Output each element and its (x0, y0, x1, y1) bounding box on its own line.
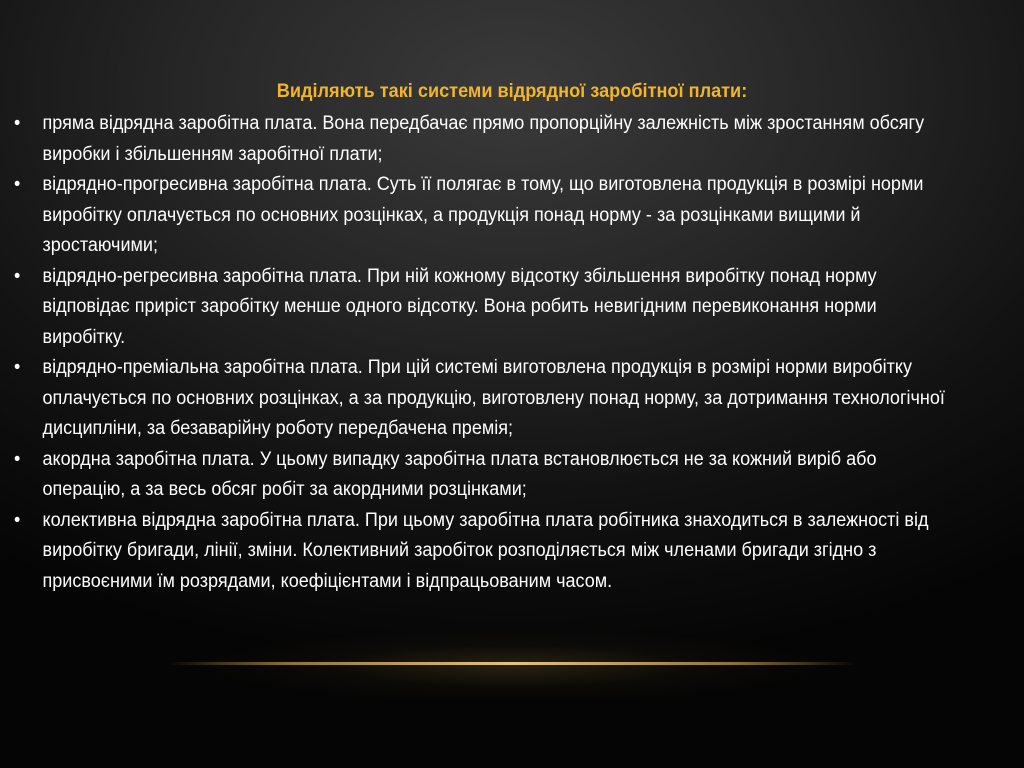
decorative-glow (100, 600, 924, 720)
bullet-item (14, 108, 952, 169)
bullet-marker: • (14, 356, 21, 378)
bullet-marker: • (14, 173, 21, 195)
bullet-text: відрядно-прогресивна заробітна плата. Суть її полягає в тому, що виготовлена продукція в розмірі норми виробітку оплачується по основних розцінках, а продукція понад норму - за розцінками вищими й зростаючими; (42, 173, 924, 256)
bullet-item (14, 444, 952, 505)
bullet-item (14, 505, 952, 597)
decorative-gold-divider (168, 662, 856, 665)
bullet-text: відрядно-преміальна заробітна плата. При цій системі виготовлена продукція в розмірі норми виробітку оплачується по основних розцінках, а за продукцію, виготовлену понад норму, за дотримання технологічної дисципліни, за безаварійну роботу передбачена премія; (42, 356, 945, 439)
bullet-marker: • (14, 112, 21, 134)
bullet-item (14, 169, 952, 261)
bullet-item (14, 261, 952, 353)
bullet-marker: • (14, 508, 21, 531)
bullet-marker: • (14, 264, 21, 287)
bullet-marker: • (14, 447, 21, 470)
slide-heading: Виділяють такі системи відрядної заробітної плати: (276, 80, 748, 102)
bullet-item (14, 352, 952, 444)
bullet-text: відрядно-регресивна заробітна плата. При ній кожному відсотку збільшення виробітку понад норму відповідає приріст заробітку менше одного відсотку. Вона робить невигідним перевиконання норми виробітку. (42, 264, 877, 348)
bullet-text: колективна відрядна заробітна плата. При цьому заробітна плата робітника знаходиться в залежності від виробітку бригади, лінії, зміни. Колективний заробіток розподіляється між членами бригади згідно з присвоєними їм розрядами, коефіцієнтами і відпрацьованим часом. (42, 508, 929, 592)
bullet-list (14, 108, 952, 596)
bullet-text: акордна заробітна плата. У цьому випадку заробітна плата встановлюється не за кожний виріб або операцію, а за весь обсяг робіт за акордними розцінками; (42, 447, 877, 500)
bullet-text: пряма відрядна заробітна плата. Вона передбачає прямо пропорційну залежність між зростанням обсягу виробки і збільшенням заробітної плати; (42, 112, 925, 165)
